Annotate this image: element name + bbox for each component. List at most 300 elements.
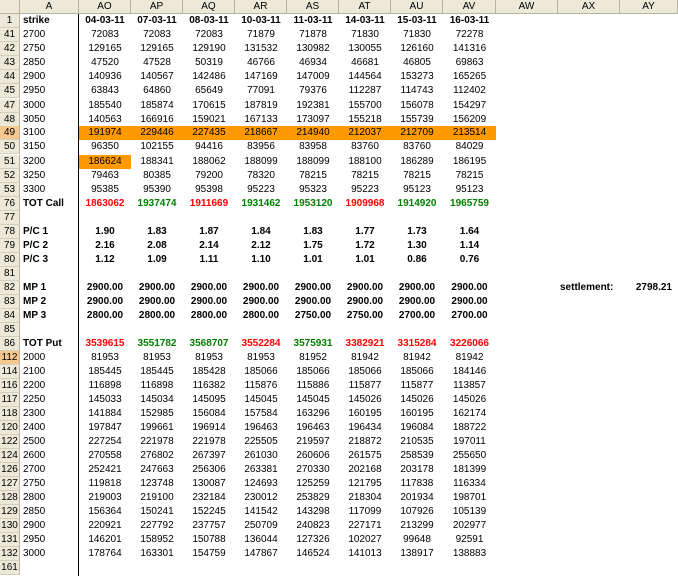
data-cell[interactable] [443,323,496,337]
data-cell[interactable]: 1.30 [407,240,427,251]
data-cell[interactable]: 0.76 [459,254,480,265]
data-cell[interactable]: 3568707 [189,338,229,349]
data-cell[interactable]: 129165 [88,43,122,54]
highlighted-data-cell[interactable]: 213514 [443,126,496,140]
data-cell[interactable]: 117838 [400,478,434,489]
data-cell[interactable]: 152245 [192,506,226,517]
row-header[interactable]: 80 [0,253,20,267]
row-header[interactable]: 76 [0,197,20,211]
data-cell[interactable]: 154759 [192,548,226,559]
data-cell[interactable]: 115877 [400,380,434,391]
data-cell[interactable]: 2900.00 [346,296,384,307]
data-cell[interactable]: 1937474 [137,198,177,209]
data-cell[interactable]: 247663 [140,464,174,475]
data-cell[interactable]: 15-03-11 [397,15,437,26]
data-cell[interactable]: 225505 [244,436,278,447]
data-cell[interactable]: 196084 [400,422,434,433]
data-cell[interactable]: 163296 [296,408,330,419]
row-label-cell[interactable]: TOT Call [23,198,64,209]
row-header[interactable]: 1 [0,14,20,28]
data-cell[interactable]: 201934 [400,492,434,503]
data-cell[interactable]: 156078 [400,100,434,111]
data-cell[interactable]: 1914920 [397,198,437,209]
data-cell[interactable]: 1.90 [95,226,115,237]
data-cell[interactable]: 276802 [140,450,174,461]
data-cell[interactable]: 147009 [296,71,330,82]
row-header[interactable]: 85 [0,323,20,337]
data-cell[interactable]: 237757 [192,520,226,531]
data-cell[interactable]: 95223 [351,184,379,195]
data-cell[interactable] [131,211,183,225]
data-cell[interactable]: 07-03-11 [137,15,177,26]
data-cell[interactable]: 230012 [244,492,278,503]
data-cell[interactable]: 2900.00 [451,296,488,307]
row-header[interactable]: 49 [0,126,20,140]
data-cell[interactable]: 2750.00 [294,310,332,321]
row-label-cell[interactable]: 3250 [23,170,46,181]
data-cell[interactable]: 221978 [140,436,174,447]
data-cell[interactable]: 145034 [140,394,174,405]
data-cell[interactable]: 2900.00 [86,296,124,307]
data-cell[interactable]: 203178 [400,464,434,475]
data-cell[interactable]: 95123 [403,184,431,195]
highlighted-data-cell[interactable]: 214940 [287,126,339,140]
data-cell[interactable]: 185445 [88,366,122,377]
data-cell[interactable]: 263381 [244,464,278,475]
data-cell[interactable] [339,211,391,225]
row-header[interactable]: 81 [0,267,20,281]
row-label-cell[interactable]: 2850 [23,506,46,517]
data-cell[interactable]: 186289 [400,156,434,167]
data-cell[interactable]: 119818 [88,478,122,489]
row-header[interactable]: 161 [0,561,20,575]
data-cell[interactable]: 146201 [88,534,122,545]
data-cell[interactable]: 219100 [140,492,174,503]
data-cell[interactable]: 196463 [244,422,278,433]
row-header[interactable]: 124 [0,449,20,463]
data-cell[interactable]: 2900.00 [398,296,436,307]
data-cell[interactable]: 188099 [244,156,278,167]
column-header-ao[interactable]: AO [79,0,131,14]
row-label-cell[interactable]: 2750 [23,478,46,489]
column-header-as[interactable]: AS [287,0,339,14]
data-cell[interactable]: 105139 [452,506,487,517]
data-cell[interactable]: 79463 [91,170,119,181]
data-cell[interactable]: 2900.00 [294,296,332,307]
data-cell[interactable]: 115877 [348,380,382,391]
data-cell[interactable]: 112402 [453,85,486,96]
data-cell[interactable] [391,211,443,225]
row-header[interactable]: 84 [0,309,20,323]
data-cell[interactable]: 163301 [140,548,174,559]
row-header[interactable]: 112 [0,351,20,365]
column-header-a[interactable]: A [20,0,79,14]
data-cell[interactable] [79,267,131,281]
data-cell[interactable]: 173097 [296,114,330,125]
data-cell[interactable]: 218304 [348,492,382,503]
row-label-cell[interactable]: 3200 [23,156,46,167]
data-cell[interactable]: 83760 [351,141,379,152]
data-cell[interactable]: 140563 [88,114,122,125]
row-label-cell[interactable]: 2750 [23,43,46,54]
data-cell[interactable]: 81953 [143,352,171,363]
data-cell[interactable]: 1.14 [459,240,480,251]
data-cell[interactable]: 116898 [88,380,122,391]
data-cell[interactable]: 185066 [244,366,278,377]
data-cell[interactable]: 84029 [455,141,484,152]
data-cell[interactable]: 115876 [244,380,278,391]
data-cell[interactable]: 116898 [140,380,174,391]
data-cell[interactable]: 165265 [452,71,487,82]
data-cell[interactable] [391,267,443,281]
data-cell[interactable]: 83956 [247,141,275,152]
data-cell[interactable]: 114743 [400,85,434,96]
data-cell[interactable]: 140567 [140,71,174,82]
data-cell[interactable]: 197011 [453,436,486,447]
data-cell[interactable]: 1931462 [241,198,281,209]
data-cell[interactable]: 1.11 [199,254,219,265]
row-header[interactable]: 42 [0,42,20,56]
data-cell[interactable]: 47528 [143,57,171,68]
row-label-cell[interactable]: 2000 [23,352,46,363]
data-cell[interactable]: 72083 [195,29,223,40]
data-cell[interactable]: 1965759 [450,198,489,209]
data-cell[interactable]: 46681 [351,57,379,68]
data-cell[interactable]: 260606 [296,450,330,461]
data-cell[interactable]: 113857 [453,380,486,391]
data-cell[interactable]: 2700.00 [398,310,436,321]
data-cell[interactable]: 1.83 [147,226,167,237]
data-cell[interactable]: 185540 [88,100,122,111]
data-cell[interactable] [79,323,131,337]
data-cell[interactable]: 11-03-11 [293,15,333,26]
data-cell[interactable]: 50319 [195,57,223,68]
data-cell[interactable] [183,561,235,575]
column-header-aq[interactable]: AQ [183,0,235,14]
data-cell[interactable]: 160195 [348,408,382,419]
column-header-ar[interactable]: AR [235,0,287,14]
data-cell[interactable]: 1953120 [293,198,333,209]
data-cell[interactable]: 1.84 [251,226,271,237]
row-header[interactable]: 53 [0,183,20,197]
row-header[interactable]: 117 [0,393,20,407]
row-label-cell[interactable]: 2250 [23,394,46,405]
row-label-cell[interactable]: 2950 [23,85,46,96]
data-cell[interactable]: 102027 [348,534,382,545]
data-cell[interactable]: 117099 [348,506,382,517]
data-cell[interactable]: 121795 [348,478,382,489]
data-cell[interactable]: 71830 [351,29,379,40]
data-cell[interactable]: 125259 [296,478,330,489]
data-cell[interactable]: 2900.00 [346,282,384,293]
data-cell[interactable]: 181399 [452,464,487,475]
row-label-cell[interactable] [23,323,78,337]
data-cell[interactable]: 3315284 [397,338,437,349]
row-label-cell[interactable]: 2500 [23,436,46,447]
data-cell[interactable] [131,267,183,281]
row-header[interactable]: 43 [0,56,20,70]
row-label-cell[interactable]: 2700 [23,29,46,40]
data-cell[interactable]: 2900.00 [86,282,124,293]
data-cell[interactable] [443,267,496,281]
data-cell[interactable]: 202168 [348,464,382,475]
data-cell[interactable]: 188100 [348,156,382,167]
data-cell[interactable]: 71878 [299,29,327,40]
row-label-cell[interactable]: 3150 [23,141,46,152]
data-cell[interactable]: 147867 [244,548,278,559]
data-cell[interactable]: 1.64 [459,226,480,237]
data-cell[interactable]: 145026 [400,394,434,405]
data-cell[interactable]: 81942 [351,352,379,363]
row-header[interactable]: 129 [0,505,20,519]
row-header[interactable]: 127 [0,477,20,491]
row-header[interactable]: 78 [0,225,20,239]
highlighted-data-cell[interactable]: 227435 [183,126,235,140]
data-cell[interactable]: 65649 [195,85,223,96]
row-label-cell[interactable]: 2850 [23,57,46,68]
data-cell[interactable]: 213299 [400,520,434,531]
data-cell[interactable] [235,323,287,337]
data-cell[interactable]: 261030 [244,450,278,461]
data-cell[interactable]: 72083 [143,29,171,40]
data-cell[interactable]: 256306 [192,464,226,475]
data-cell[interactable]: 116382 [192,380,226,391]
data-cell[interactable]: 158952 [140,534,174,545]
data-cell[interactable]: 08-03-11 [189,15,229,26]
data-cell[interactable]: 155739 [400,114,434,125]
data-cell[interactable]: 159021 [192,114,226,125]
data-cell[interactable]: 197847 [88,422,122,433]
row-label-cell[interactable]: P/C 3 [23,254,49,265]
row-label-cell[interactable]: 2900 [23,71,46,82]
data-cell[interactable]: 95123 [455,184,484,195]
data-cell[interactable]: 1.01 [355,254,375,265]
row-header[interactable]: 120 [0,421,20,435]
data-cell[interactable]: 2900.00 [294,282,332,293]
data-cell[interactable]: 81952 [299,352,327,363]
data-cell[interactable]: 145045 [244,394,278,405]
data-cell[interactable]: 150788 [192,534,226,545]
data-cell[interactable]: 95390 [143,184,171,195]
data-cell[interactable]: 3551782 [137,338,177,349]
data-cell[interactable]: 252421 [88,464,122,475]
row-header[interactable]: 86 [0,337,20,351]
data-cell[interactable]: 153273 [400,71,434,82]
data-cell[interactable]: 227792 [140,520,174,531]
data-cell[interactable]: 258539 [400,450,434,461]
data-cell[interactable]: 2900.00 [190,282,228,293]
row-header[interactable]: 118 [0,407,20,421]
data-cell[interactable]: 69863 [455,57,484,68]
data-cell[interactable] [339,267,391,281]
highlighted-data-cell[interactable]: 218667 [235,126,287,140]
data-cell[interactable]: 2900.00 [190,296,228,307]
row-header[interactable]: 51 [0,155,20,169]
data-cell[interactable]: 126160 [400,43,434,54]
data-cell[interactable]: 77091 [247,85,275,96]
data-cell[interactable]: 188099 [296,156,330,167]
row-label-cell[interactable]: 3000 [23,548,46,559]
data-cell[interactable]: 2900.00 [138,296,176,307]
data-cell[interactable]: 72278 [455,29,484,40]
column-header-ay[interactable]: AY [620,0,678,14]
data-cell[interactable] [443,211,496,225]
data-cell[interactable]: 145095 [192,394,226,405]
data-cell[interactable]: 79200 [195,170,223,181]
data-cell[interactable]: 94416 [195,141,223,152]
row-header[interactable]: 126 [0,463,20,477]
data-cell[interactable]: 267397 [192,450,226,461]
data-cell[interactable]: 167133 [244,114,278,125]
data-cell[interactable] [131,323,183,337]
data-cell[interactable]: 81953 [195,352,223,363]
data-cell[interactable]: 78215 [403,170,431,181]
data-cell[interactable]: 219003 [88,492,122,503]
data-cell[interactable] [391,561,443,575]
row-label-cell[interactable]: 2950 [23,534,46,545]
data-cell[interactable]: 196434 [348,422,382,433]
data-cell[interactable]: 2900.00 [242,296,280,307]
data-cell[interactable]: 192381 [296,100,330,111]
data-cell[interactable]: 136044 [244,534,278,545]
data-cell[interactable]: 185874 [140,100,174,111]
data-cell[interactable] [79,211,131,225]
data-cell[interactable]: 1863062 [85,198,125,209]
data-cell[interactable] [287,561,339,575]
data-cell[interactable]: 81953 [247,352,275,363]
highlighted-data-cell[interactable]: 191974 [79,126,131,140]
data-cell[interactable]: 16-03-11 [449,15,490,26]
row-label-cell[interactable]: 2900 [23,520,46,531]
data-cell[interactable]: 1911669 [189,198,229,209]
data-cell[interactable]: 46805 [403,57,431,68]
row-header[interactable]: 132 [0,547,20,561]
data-cell[interactable]: 2800.00 [86,310,124,321]
row-label-cell[interactable]: 2600 [23,450,46,461]
data-cell[interactable]: 99648 [403,534,431,545]
data-cell[interactable]: 261575 [348,450,382,461]
column-header-at[interactable]: AT [339,0,391,14]
highlighted-data-cell[interactable]: 229446 [131,126,183,140]
data-cell[interactable]: 3539615 [85,338,125,349]
data-cell[interactable]: 187819 [244,100,278,111]
row-header[interactable]: 50 [0,140,20,154]
data-cell[interactable]: 198701 [452,492,487,503]
data-cell[interactable]: 160195 [400,408,434,419]
data-cell[interactable]: 46766 [247,57,275,68]
row-label-cell[interactable]: MP 1 [23,282,47,293]
data-cell[interactable]: 107926 [400,506,434,517]
data-cell[interactable]: 144564 [348,71,382,82]
data-cell[interactable]: 220921 [88,520,122,531]
data-cell[interactable]: 2.08 [147,240,167,251]
data-cell[interactable]: 1.87 [199,226,219,237]
data-cell[interactable]: 255650 [452,450,487,461]
row-header[interactable]: 82 [0,281,20,295]
data-cell[interactable]: 185066 [296,366,330,377]
data-cell[interactable]: 130982 [296,43,330,54]
data-cell[interactable]: 72083 [91,29,119,40]
row-label-cell[interactable]: MP 2 [23,296,47,307]
data-cell[interactable]: 116334 [453,478,486,489]
data-cell[interactable]: 196463 [296,422,330,433]
data-cell[interactable]: 141013 [348,548,382,559]
data-cell[interactable]: 156084 [192,408,226,419]
row-label-cell[interactable]: 2100 [23,366,46,377]
data-cell[interactable]: 210535 [400,436,434,447]
row-label-cell[interactable]: P/C 1 [23,226,49,237]
data-cell[interactable]: 10-03-11 [241,15,281,26]
row-label-cell[interactable]: P/C 2 [23,240,49,251]
data-cell[interactable]: 123748 [140,478,174,489]
data-cell[interactable]: 129165 [140,43,174,54]
data-cell[interactable]: 2900.00 [242,282,280,293]
data-cell[interactable]: 127326 [296,534,330,545]
data-cell[interactable]: 2900.00 [138,282,176,293]
data-cell[interactable] [235,561,287,575]
data-cell[interactable]: 221978 [192,436,226,447]
data-cell[interactable]: 154297 [452,100,487,111]
data-cell[interactable]: 131532 [244,43,278,54]
data-cell[interactable]: 78215 [299,170,327,181]
data-cell[interactable]: 185445 [140,366,174,377]
data-cell[interactable]: 2900.00 [398,282,436,293]
data-cell[interactable]: 3575931 [293,338,333,349]
data-cell[interactable]: 145026 [348,394,382,405]
data-cell[interactable] [235,267,287,281]
data-cell[interactable]: 145033 [88,394,122,405]
data-cell[interactable]: 199661 [140,422,174,433]
data-cell[interactable] [391,323,443,337]
row-label-cell[interactable]: 3100 [23,127,46,138]
row-header[interactable]: 44 [0,70,20,84]
data-cell[interactable] [131,561,183,575]
data-cell[interactable]: 92591 [455,534,484,545]
row-label-cell[interactable] [23,561,78,575]
data-cell[interactable]: 138917 [400,548,434,559]
column-header-av[interactable]: AV [443,0,496,14]
data-cell[interactable]: 81942 [403,352,431,363]
data-cell[interactable]: 140936 [88,71,122,82]
data-cell[interactable]: 2.16 [95,240,115,251]
data-cell[interactable]: 71830 [403,29,431,40]
data-cell[interactable]: 196914 [192,422,226,433]
data-cell[interactable]: 188062 [192,156,226,167]
data-cell[interactable]: 145026 [452,394,487,405]
data-cell[interactable]: 178764 [88,548,122,559]
data-cell[interactable]: 80385 [143,170,171,181]
data-cell[interactable]: 184146 [452,366,487,377]
data-cell[interactable]: 0.86 [407,254,427,265]
data-cell[interactable]: 185066 [400,366,434,377]
data-cell[interactable]: 3552284 [241,338,281,349]
row-label-cell[interactable]: 2200 [23,380,46,391]
data-cell[interactable]: 141542 [244,506,278,517]
data-cell[interactable]: 185066 [348,366,382,377]
data-cell[interactable]: 95223 [247,184,275,195]
row-header[interactable]: 116 [0,379,20,393]
data-cell[interactable]: 2900.00 [451,282,488,293]
data-cell[interactable]: 1.09 [147,254,167,265]
data-cell[interactable] [339,323,391,337]
row-header[interactable]: 122 [0,435,20,449]
data-cell[interactable]: 3382921 [345,338,385,349]
data-cell[interactable]: 2.14 [199,240,219,251]
data-cell[interactable]: 170615 [192,100,226,111]
data-cell[interactable]: 79376 [299,85,327,96]
data-cell[interactable] [443,561,496,575]
column-header-au[interactable]: AU [391,0,443,14]
